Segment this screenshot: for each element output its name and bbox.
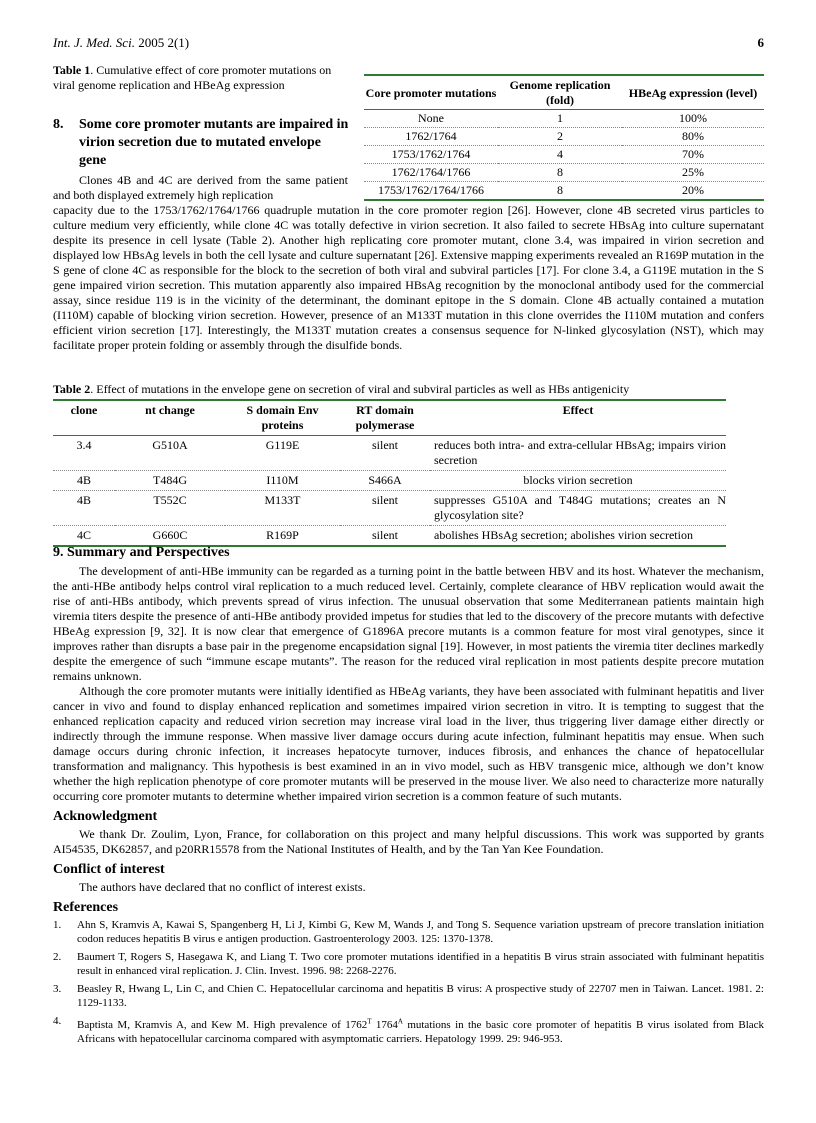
- table-cell: S466A: [340, 471, 430, 491]
- table-cell: G119E: [225, 436, 340, 471]
- table2-caption: [53, 382, 764, 397]
- table-row: [364, 182, 764, 201]
- table-row: [364, 128, 764, 146]
- reference-item: [53, 950, 764, 978]
- table-cell: 4C: [53, 526, 115, 547]
- table-cell: suppresses G510A and T484G mutations; creates an N glycosylation site?: [430, 491, 726, 526]
- table-cell: 20%: [622, 182, 764, 201]
- table-cell: blocks virion secretion: [430, 471, 726, 491]
- table-cell: 8: [498, 182, 622, 201]
- table1-caption-text: . Cumulative effect of core promoter mutations on viral genome replication and HBeAg expression: [53, 63, 332, 92]
- table-cell: M133T: [225, 491, 340, 526]
- table2-caption-text: . Effect of mutations in the envelope gene on secretion of viral and subviral particles as well as HBs antigenicity: [90, 382, 630, 396]
- table-row: [53, 436, 726, 471]
- journal-title: Int. J. Med. Sci.: [53, 35, 135, 50]
- table-row: [364, 146, 764, 164]
- reference-text: Beasley R, Hwang L, Lin C, and Chien C. Hepatocellular carcinoma and hepatitis B virus: A prospective study of 22707 men in Taiwan. Lancet. 1981. 2: 1129-1133.: [77, 983, 764, 1009]
- table1-caption-label: Table 1: [53, 63, 91, 77]
- reference-number: 3.: [53, 983, 62, 995]
- table-cell: silent: [340, 526, 430, 547]
- table1-header-cell: Core promoter mutations: [365, 85, 497, 100]
- table-cell: G660C: [115, 526, 225, 547]
- references-title: References: [53, 900, 119, 915]
- acknowledgment-title: Acknowledgment: [53, 809, 158, 824]
- reference-text: Ahn S, Kramvis A, Kawai S, Spangenberg H, Li J, Kimbi G, Kew M, Wands J, and Tong S. Sequence variation upstream of precore translation initiation codon reduces hepatitis B virus e antigen production. Gastroenterology 2003. 125: 1370-1378.: [77, 919, 764, 945]
- table-cell: silent: [340, 491, 430, 526]
- acknowledgment-text: We thank Dr. Zoulim, Lyon, France, for collaboration on this project and many helpful discussions. This work was supported by grants AI54535, DK62857, and p20RR15578 from the National Institutes of Health, and by the Tan Yan Kee Foundation.: [53, 827, 764, 856]
- table-cell: 8: [498, 164, 622, 182]
- reference-number: 1.: [53, 919, 62, 931]
- table-cell: 1762/1764: [364, 128, 498, 146]
- table2-header-cell: RT domain polymerase: [355, 403, 415, 432]
- reference-item: [53, 918, 764, 946]
- section8-number: 8.: [53, 117, 64, 132]
- running-header: [53, 35, 764, 50]
- table-cell: G510A: [115, 436, 225, 471]
- table-cell: I110M: [225, 471, 340, 491]
- table1-header-cell: Genome replication (fold): [509, 78, 611, 107]
- reference-list: [53, 918, 764, 1046]
- reference-text-part: mutations in the basic core promoter of hepatitis B virus isolated from Black Africans with hepatocellular carcinoma compared with asymptomatic carriers. Hepatology 1999. 29: 946-953.: [77, 1018, 765, 1045]
- table-row: [364, 164, 764, 182]
- table-cell: abolishes HBsAg secretion; abolishes virion secretion: [430, 526, 726, 547]
- table-cell: 1753/1762/1764: [364, 146, 498, 164]
- section9-paragraph-2: Although the core promoter mutants were initially identified as HBeAg variants, they have been associated with fulminant hepatitis and liver cancer in vivo and found to display enhanced replication and sometimes impaired virion secretion in vitro. It is tempting to suggest that the enhanced replication capacity and reduced virion secretion may increase viral load in the liver, thus triggering liver damage either directly or indirectly through the immune response. When massive liver damage occurs during acute infection, fulminant hepatitis may ensue. When such damage occurs during chronic infection, it increases hepatocyte turnover, induces fibrosis, and enhances the chance of hepatocellular transformation and malignancy. This hypothesis is best examined in an in vivo model, such as HBV transgenic mice, although we don’t know whether the high replication phenotype of core promoter mutants will be preserved in the mouse liver. We also need to characterize more naturally occurring core promoter mutants to determine whether impaired virion secretion is a common feature of such mutants.: [53, 684, 764, 803]
- table2-header-row: [53, 400, 726, 436]
- reference-item: [53, 982, 764, 1010]
- table-cell: T484G: [115, 471, 225, 491]
- table-cell: 25%: [622, 164, 764, 182]
- section9: [53, 545, 764, 1050]
- section8-para-start: Clones 4B and 4C are derived from the same patient and both displayed extremely high replication: [53, 173, 348, 202]
- table1-header-row: [364, 75, 764, 110]
- table2: [53, 399, 726, 547]
- table2-caption-label: Table 2: [53, 382, 91, 396]
- table-cell: 1: [498, 110, 622, 128]
- reference-number: 4.: [53, 1015, 62, 1027]
- table-cell: 1762/1764/1766: [364, 164, 498, 182]
- table-cell: 1753/1762/1764/1766: [364, 182, 498, 201]
- reference-text: [77, 1019, 764, 1045]
- reference-text-part: Baptista M, Kramvis A, and Kew M. High prevalence of 1762: [77, 1018, 368, 1031]
- table-cell: R169P: [225, 526, 340, 547]
- table-cell: 100%: [622, 110, 764, 128]
- conflict-text: The authors have declared that no conflict of interest exists.: [79, 880, 366, 894]
- table-cell: silent: [340, 436, 430, 471]
- reference-text-part: 1764: [371, 1018, 398, 1031]
- reference-text: Baumert T, Rogers S, Hasegawa K, and Liang T. Two core promoter mutations identified in a hepatitis B virus strain associated with fulminant hepatitis result in enhanced viral replication. J. Clin. Invest. 1996. 98: 2268-2276.: [77, 951, 764, 977]
- table-row: [53, 526, 726, 547]
- table-cell: 2: [498, 128, 622, 146]
- table-cell: 80%: [622, 128, 764, 146]
- table2-header-cell: S domain Env proteins: [246, 403, 319, 432]
- superscript: A: [397, 1017, 403, 1025]
- table1-header-cell: HBeAg expression (level): [628, 85, 758, 100]
- superscript: T: [367, 1017, 372, 1025]
- table-cell: 4: [498, 146, 622, 164]
- table-cell: T552C: [115, 491, 225, 526]
- journal-year-volume: 2005 2(1): [134, 35, 190, 50]
- section8-para-rest: capacity due to the 1753/1762/1764/1766 quadruple mutation in the core promoter region [26]. However, clone 4B secreted virus particles to culture medium very efficiently, while clone 4C was totally defective in virion secretion. It also failed to secrete HBsAg into culture supernatant despite its presence in cell lysate (Table 2). Another high replicating core promoter mutant, clone 3.4, was impaired in virion secretion and displayed low HBsAg levels in both the cell lysate and culture supernatant [26]. Extensive mapping experiments revealed an R169P mutation in the S gene of clone 4C as responsible for the block to the secretion of both viral and subviral particles [17]. For clone 3.4, a G119E mutation in the S gene impaired virion secretion. This mutation apparently also impaired HBsAg recognition by the monoclonal antibody used for the commercial assay, since residue 119 is in the vicinity of the determinant, the dominant epitope in the S domain. Clone 4B actually contained a mutation (I110M) capable of blocking virion secretion. However, presence of an M133T mutation in this clone overrides the I110M mutation and confers efficient virion secretion [17]. Interestingly, the M133T mutation creates a consensus sequence for N-linked glycosylation (NST), which may facilitate proper protein folding or assembly through the disulfide bonds.: [53, 203, 764, 352]
- table-row: [53, 491, 726, 526]
- section9-paragraph-1: The development of anti-HBe immunity can be regarded as a turning point in the battle between HBV and its host. Whatever the mechanism, the anti-HBe antibody helps control viral replication to a much reduced level. Certainly, complete clearance of HBV replication would await the rise of anti-HBs antibody, which prevents spread of virus infection. The unusual observation that some Mediterranean patients maintain high viremia titers despite the presence of anti-HBe antibody provided impetus for studies that led to the discovery of the precore mutants with defective HBeAg expression [9, 32]. It is now clear that emergence of G1896A precore mutants is a common feature for most viral genotypes, since it improves rather than disrupts a base pair in the pregenome encapsidation signal [19]. However, in most patients the viremia titer declines markedly despite the emergence of such “immune escape mutants”. The reason for the reduced viral replication in most patients despite precore mutation remains unknown.: [53, 564, 764, 683]
- table2-header-cell: clone: [70, 403, 98, 417]
- section8-title: Some core promoter mutants are impaired in virion secretion due to mutated envelope gene: [79, 117, 349, 168]
- reference-number: 2.: [53, 951, 62, 963]
- page-number: 6: [757, 35, 764, 50]
- table-row: [53, 471, 726, 491]
- table2-header-cell: nt change: [145, 403, 195, 417]
- table2-header-cell: Effect: [562, 403, 594, 417]
- table-cell: None: [364, 110, 498, 128]
- table-row: [364, 110, 764, 128]
- table-cell: reduces both intra- and extra-cellular HBsAg; impairs virion secretion: [430, 436, 726, 471]
- table1-caption: [53, 63, 349, 93]
- table-cell: 3.4: [53, 436, 115, 471]
- section8-heading: [53, 116, 349, 170]
- section9-title: 9. Summary and Perspectives: [53, 545, 230, 560]
- table-cell: 4B: [53, 491, 115, 526]
- table-cell: 70%: [622, 146, 764, 164]
- conflict-title: Conflict of interest: [53, 862, 165, 877]
- table-cell: 4B: [53, 471, 115, 491]
- reference-item: [53, 1014, 764, 1046]
- table1: [364, 74, 764, 201]
